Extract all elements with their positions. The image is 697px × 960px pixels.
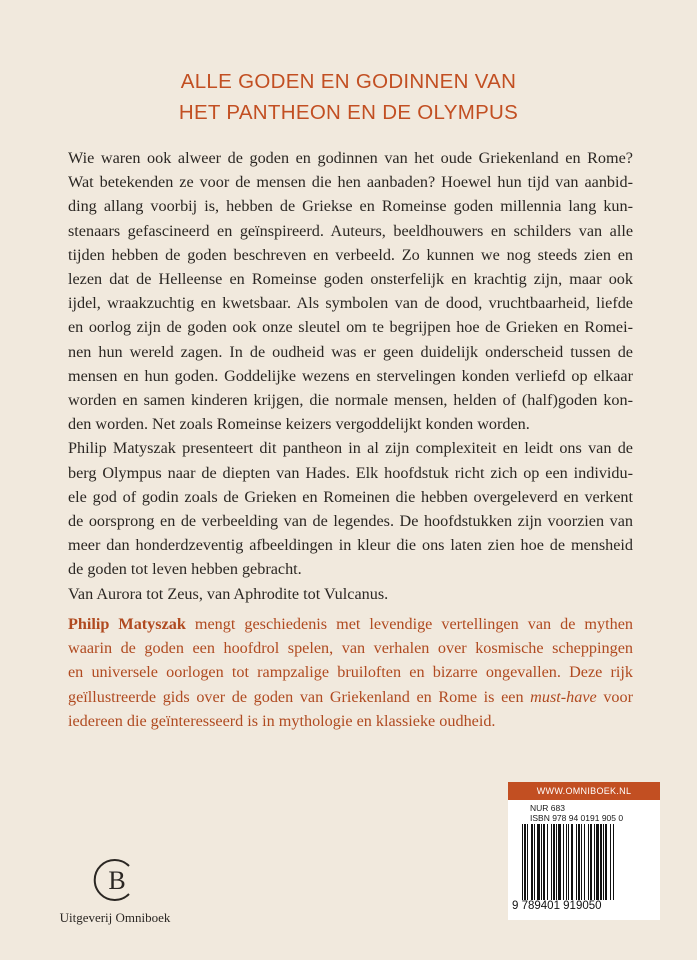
body-line: worden en samen kinderen krijgen, die normale mensen, helden of (half)goden kon-	[68, 391, 633, 410]
body-line: berg Olympus naar de diepten van Hades. Elk hoofdstuk richt zich op een individu-	[68, 463, 633, 482]
body-line: lezen dat de Helleense en Romeinse goden onsterfelijk en krachtig zijn, maar ook	[68, 270, 633, 289]
description-text	[68, 146, 633, 606]
barcode-digits: 9 789401 919050	[512, 900, 602, 912]
body-line: stenaars gefascineerd en geïnspireerd. Auteurs, beeldhouwers en schilders van alle	[68, 221, 633, 240]
body-line: ele god of godin zoals de Grieken en Romeinen die hebben overgeleverd en verkent	[68, 487, 633, 506]
body-line: de oorsprong en de verbeelding van de legendes. De hoofdstukken zijn voorzien van	[68, 512, 633, 531]
body-line: mensen en hun goden. Goddelijke wezens en stervelingen konden verliefd op elkaar	[68, 366, 633, 385]
logo-letter: B	[108, 866, 126, 895]
body-line: Wie waren ook alweer de goden en godinnen van het oude Griekenland en Rome?	[68, 149, 633, 167]
publisher-name: Uitgeverij Omniboek	[59, 910, 171, 925]
omniboek-logo-icon	[92, 852, 138, 904]
must-have-term: must-have	[530, 687, 597, 706]
body-line: den worden. Net zoals Romeinse keizers vergoddelijkt konden worden.	[68, 415, 530, 434]
blurb-line: waarin de goden een hoofdrol spelen, van verhalen over kosmische scheppingen	[68, 639, 633, 658]
blurb-line: en universele oorlogen tot rampzalige bruiloften en bizarre ongevallen. Deze rijk	[68, 663, 633, 682]
author-blurb	[68, 612, 633, 733]
title-line-1: ALLE GODEN EN GODINNEN VAN	[180, 70, 517, 93]
body-line: de goden tot leven hebben gebracht.	[68, 560, 302, 579]
cover-title	[0, 66, 697, 128]
blurb-line	[68, 612, 633, 636]
body-line: ding allang voorbij is, hebben de Griekse en Romeinse goden millennia lang kun-	[68, 197, 633, 216]
body-line: Van Aurora tot Zeus, van Aphrodite tot Vulcanus.	[68, 584, 389, 603]
barcode-bars-icon	[522, 824, 654, 900]
blurb-line-1-text: mengt geschiedenis met levendige vertellingen van de mythen	[185, 615, 633, 633]
website-url[interactable]: WWW.OMNIBOEK.NL	[508, 782, 660, 800]
blurb-line: iedereen die geïnteresseerd is in mythologie en klassieke oudheid.	[68, 711, 496, 730]
blurb-line	[68, 685, 633, 709]
body-line: meer dan honderdzeventig afbeeldingen in kleur die ons laten zien hoe de mensheid	[68, 536, 633, 555]
title-line-2: HET PANTHEON EN DE OLYMPUS	[178, 101, 519, 124]
body-line: nen hun wereld zagen. In de oudheid was er geen duidelijk onderscheid tussen de	[68, 342, 633, 361]
isbn-number: ISBN 978 94 0191 905 0	[530, 813, 624, 823]
body-line: tijden hebben de goden beschreven en verbeeld. Zo kunnen we nog steeds zien en	[68, 245, 633, 264]
blurb-line-4-post: voor	[596, 687, 634, 706]
nur-code: NUR 683	[530, 803, 565, 813]
body-line: en oorlog zijn de goden ook onze sleutel om te begrijpen hoe de Grieken en Romei-	[68, 318, 633, 337]
blurb-line-4-pre: geïllustreerde gids over de goden van Griekenland en Rome is een	[68, 687, 531, 706]
body-line: Wat betekenden ze voor de mensen die hen aanbaden? Hoewel hun tijd van aanbid-	[68, 173, 633, 192]
author-name: Philip Matyszak	[68, 615, 186, 633]
barcode-block	[508, 782, 660, 920]
body-line: ijdel, wraakzuchtig en kwetsbaar. Als symbolen van de dood, vruchtbaarheid, liefde	[68, 294, 633, 313]
body-line: Philip Matyszak presenteert dit pantheon in al zijn complexiteit en leidt ons van de	[68, 439, 633, 458]
